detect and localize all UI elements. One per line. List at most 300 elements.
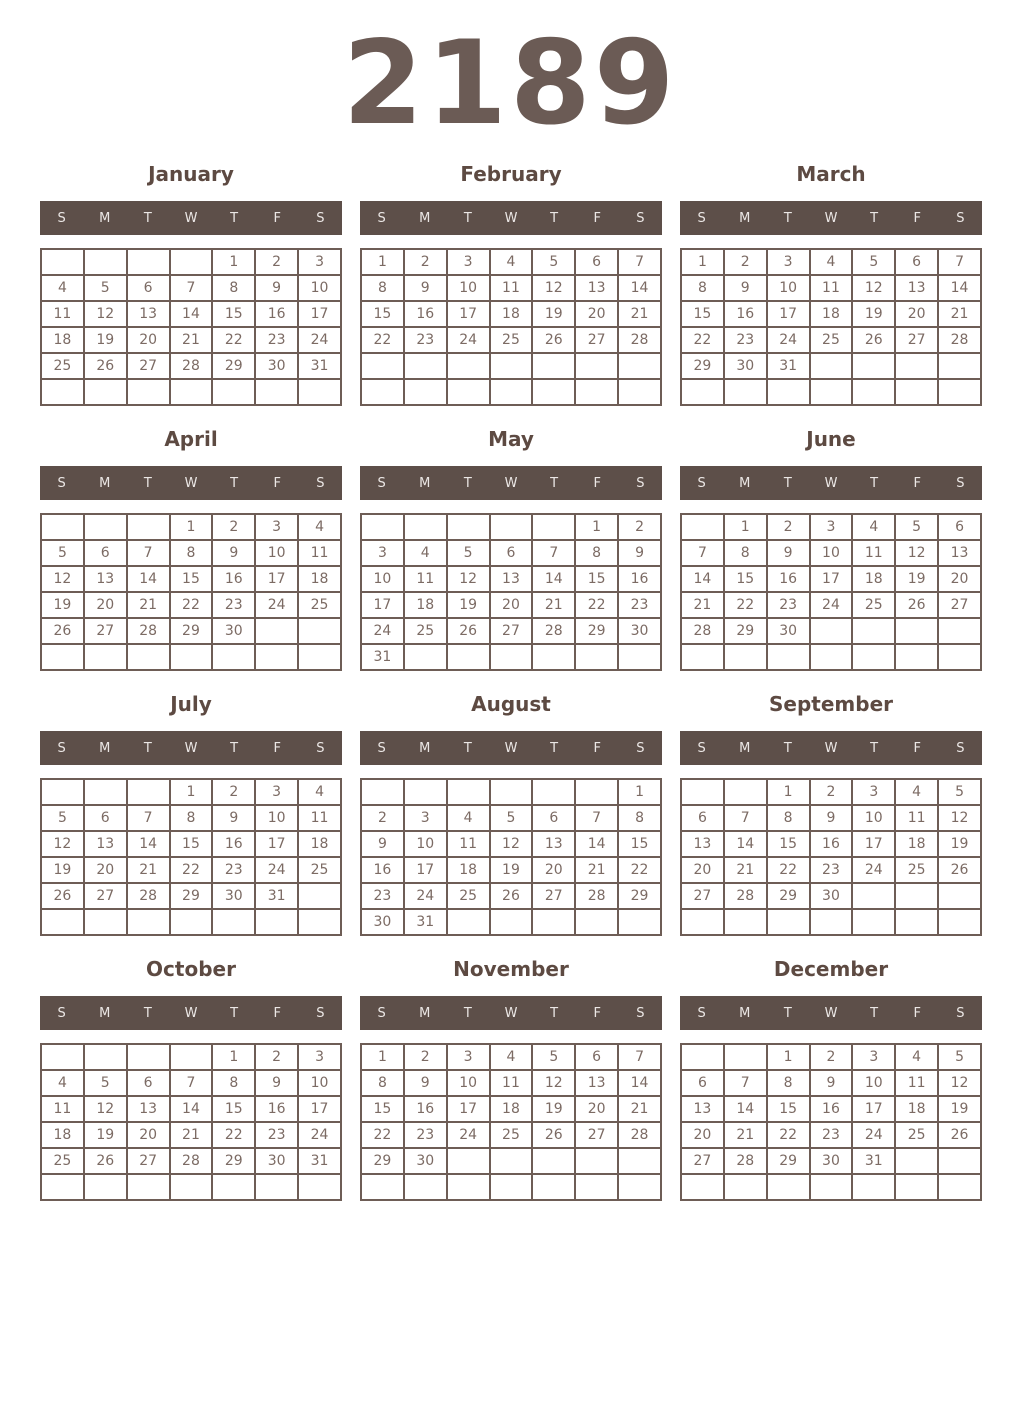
day-cell: 30 (767, 618, 810, 644)
week-row (41, 566, 341, 592)
day-cell: 12 (490, 831, 533, 857)
day-cell: 22 (724, 592, 767, 618)
empty-day-cell (575, 1174, 618, 1200)
empty-day-cell (724, 779, 767, 805)
weekday-label: S (316, 475, 325, 491)
empty-day-cell (724, 1044, 767, 1070)
empty-day-cell (852, 883, 895, 909)
day-cell: 5 (447, 540, 490, 566)
empty-day-cell (490, 1174, 533, 1200)
weekday-label: T (143, 210, 152, 226)
day-cell: 11 (298, 805, 341, 831)
weekday-header-row (680, 731, 982, 765)
week-row (361, 883, 661, 909)
day-cell: 4 (404, 540, 447, 566)
day-cell: 13 (127, 1096, 170, 1122)
day-cell: 12 (41, 566, 84, 592)
day-cell: 20 (127, 1122, 170, 1148)
month-title: July (170, 692, 212, 716)
weekday-label: W (184, 740, 198, 756)
weekday-header-row (40, 466, 342, 500)
month-days-table (680, 1043, 982, 1201)
weekday-label: T (550, 1005, 559, 1021)
day-cell: 5 (938, 779, 981, 805)
day-cell: 5 (490, 805, 533, 831)
day-cell: 7 (170, 1070, 213, 1096)
day-cell: 22 (681, 327, 724, 353)
day-cell: 23 (255, 327, 298, 353)
day-cell: 15 (681, 301, 724, 327)
empty-day-cell (852, 353, 895, 379)
day-cell: 16 (810, 831, 853, 857)
empty-day-cell (298, 618, 341, 644)
month-title: September (769, 692, 893, 716)
month-block (680, 162, 982, 406)
day-cell: 9 (404, 1070, 447, 1096)
day-cell: 30 (810, 883, 853, 909)
day-cell: 10 (852, 805, 895, 831)
empty-day-cell (810, 909, 853, 935)
empty-day-cell (852, 379, 895, 405)
empty-day-cell (84, 249, 127, 275)
weekday-label: W (824, 475, 838, 491)
day-cell: 17 (255, 831, 298, 857)
day-cell: 8 (170, 540, 213, 566)
day-cell: 10 (361, 566, 404, 592)
day-cell: 14 (724, 831, 767, 857)
day-cell: 30 (404, 1148, 447, 1174)
day-cell: 19 (490, 857, 533, 883)
day-cell: 28 (170, 353, 213, 379)
day-cell: 29 (724, 618, 767, 644)
day-cell: 20 (895, 301, 938, 327)
day-cell: 9 (212, 540, 255, 566)
empty-day-cell (938, 883, 981, 909)
empty-day-cell (575, 1148, 618, 1174)
week-row (361, 327, 661, 353)
empty-day-cell (724, 379, 767, 405)
weekday-label: F (273, 740, 282, 756)
day-cell: 17 (298, 1096, 341, 1122)
week-row (361, 353, 661, 379)
empty-day-cell (404, 644, 447, 670)
month-block (680, 427, 982, 671)
day-cell: 16 (255, 301, 298, 327)
empty-day-cell (41, 514, 84, 540)
week-row (41, 1070, 341, 1096)
day-cell: 17 (447, 301, 490, 327)
empty-day-cell (212, 644, 255, 670)
day-cell: 29 (681, 353, 724, 379)
day-cell: 8 (767, 1070, 810, 1096)
day-cell: 1 (361, 249, 404, 275)
day-cell: 18 (490, 301, 533, 327)
weekday-label: S (316, 1005, 325, 1021)
day-cell: 26 (41, 618, 84, 644)
day-cell: 29 (618, 883, 661, 909)
week-row (41, 514, 341, 540)
weekday-label: S (377, 740, 386, 756)
day-cell: 27 (575, 1122, 618, 1148)
empty-day-cell (895, 618, 938, 644)
day-cell: 9 (255, 1070, 298, 1096)
day-cell: 14 (724, 1096, 767, 1122)
day-cell: 20 (681, 1122, 724, 1148)
week-row (361, 540, 661, 566)
month-block (40, 427, 342, 671)
empty-day-cell (724, 909, 767, 935)
day-cell: 13 (575, 275, 618, 301)
day-cell: 12 (938, 1070, 981, 1096)
day-cell: 5 (84, 275, 127, 301)
day-cell: 29 (212, 353, 255, 379)
empty-day-cell (170, 909, 213, 935)
month-days-table (360, 248, 662, 406)
day-cell: 10 (298, 1070, 341, 1096)
day-cell: 28 (127, 883, 170, 909)
day-cell: 25 (852, 592, 895, 618)
weekday-label: F (273, 1005, 282, 1021)
day-cell: 20 (938, 566, 981, 592)
day-cell: 20 (681, 857, 724, 883)
day-cell: 14 (127, 831, 170, 857)
weekday-label: S (636, 210, 645, 226)
day-cell: 22 (361, 327, 404, 353)
weekday-label: S (956, 740, 965, 756)
weekday-header-row (40, 201, 342, 235)
day-cell: 30 (361, 909, 404, 935)
weekday-label: W (504, 475, 518, 491)
day-cell: 25 (404, 618, 447, 644)
day-cell: 21 (532, 592, 575, 618)
day-cell: 14 (170, 301, 213, 327)
week-row (361, 805, 661, 831)
day-cell: 15 (361, 1096, 404, 1122)
weekday-label: T (143, 1005, 152, 1021)
weekday-label: M (419, 1005, 431, 1021)
day-cell: 1 (361, 1044, 404, 1070)
day-cell: 4 (810, 249, 853, 275)
week-row (361, 566, 661, 592)
empty-day-cell (404, 353, 447, 379)
week-row (41, 1044, 341, 1070)
day-cell: 13 (84, 831, 127, 857)
empty-day-cell (127, 644, 170, 670)
day-cell: 12 (84, 1096, 127, 1122)
day-cell: 13 (575, 1070, 618, 1096)
day-cell: 28 (681, 618, 724, 644)
week-row (41, 249, 341, 275)
month-days-table (360, 513, 662, 671)
day-cell: 20 (490, 592, 533, 618)
weekday-label: T (463, 475, 472, 491)
empty-day-cell (41, 909, 84, 935)
day-cell: 6 (490, 540, 533, 566)
empty-day-cell (404, 1174, 447, 1200)
empty-day-cell (618, 353, 661, 379)
weekday-header-row (360, 201, 662, 235)
day-cell: 19 (895, 566, 938, 592)
empty-day-cell (361, 379, 404, 405)
weekday-label: W (824, 740, 838, 756)
day-cell: 15 (767, 1096, 810, 1122)
weekday-header-row (360, 996, 662, 1030)
week-row (41, 857, 341, 883)
month-title: October (146, 957, 236, 981)
empty-day-cell (681, 644, 724, 670)
day-cell: 2 (810, 779, 853, 805)
day-cell: 15 (361, 301, 404, 327)
weekday-label: T (783, 210, 792, 226)
weekday-header-row (680, 466, 982, 500)
day-cell: 17 (404, 857, 447, 883)
empty-day-cell (724, 1174, 767, 1200)
weekday-label: T (550, 475, 559, 491)
empty-day-cell (298, 1174, 341, 1200)
day-cell: 3 (298, 249, 341, 275)
week-row (361, 1044, 661, 1070)
day-cell: 17 (852, 831, 895, 857)
day-cell: 28 (938, 327, 981, 353)
day-cell: 15 (575, 566, 618, 592)
empty-day-cell (938, 353, 981, 379)
empty-day-cell (532, 644, 575, 670)
weekday-label: S (697, 740, 706, 756)
month-block (680, 957, 982, 1201)
day-cell: 13 (532, 831, 575, 857)
day-cell: 11 (895, 805, 938, 831)
day-cell: 15 (170, 566, 213, 592)
empty-day-cell (212, 1174, 255, 1200)
day-cell: 25 (490, 1122, 533, 1148)
day-cell: 24 (361, 618, 404, 644)
month-block (40, 162, 342, 406)
empty-day-cell (170, 379, 213, 405)
empty-day-cell (490, 514, 533, 540)
empty-day-cell (575, 353, 618, 379)
day-cell: 26 (41, 883, 84, 909)
week-row (681, 618, 981, 644)
empty-day-cell (532, 1174, 575, 1200)
weekday-label: T (783, 740, 792, 756)
day-cell: 31 (298, 353, 341, 379)
month-title: January (148, 162, 234, 186)
weekday-label: F (913, 740, 922, 756)
weekday-label: T (230, 210, 239, 226)
day-cell: 25 (895, 857, 938, 883)
day-cell: 24 (298, 1122, 341, 1148)
day-cell: 16 (212, 831, 255, 857)
empty-day-cell (255, 379, 298, 405)
day-cell: 2 (212, 779, 255, 805)
empty-day-cell (532, 1148, 575, 1174)
day-cell: 18 (810, 301, 853, 327)
day-cell: 6 (895, 249, 938, 275)
day-cell: 9 (212, 805, 255, 831)
week-row (681, 909, 981, 935)
day-cell: 19 (41, 592, 84, 618)
empty-day-cell (724, 644, 767, 670)
week-row (681, 379, 981, 405)
day-cell: 2 (361, 805, 404, 831)
day-cell: 23 (255, 1122, 298, 1148)
day-cell: 7 (724, 1070, 767, 1096)
day-cell: 15 (618, 831, 661, 857)
day-cell: 25 (298, 857, 341, 883)
weekday-label: T (230, 1005, 239, 1021)
day-cell: 24 (810, 592, 853, 618)
day-cell: 24 (447, 1122, 490, 1148)
day-cell: 3 (255, 779, 298, 805)
day-cell: 3 (852, 1044, 895, 1070)
day-cell: 7 (575, 805, 618, 831)
week-row (681, 540, 981, 566)
empty-day-cell (852, 644, 895, 670)
day-cell: 12 (532, 275, 575, 301)
day-cell: 6 (127, 275, 170, 301)
weekday-label: S (697, 475, 706, 491)
day-cell: 5 (938, 1044, 981, 1070)
day-cell: 3 (810, 514, 853, 540)
weekday-label: T (463, 210, 472, 226)
day-cell: 17 (767, 301, 810, 327)
empty-day-cell (618, 379, 661, 405)
day-cell: 18 (41, 327, 84, 353)
weekday-label: W (184, 210, 198, 226)
week-row (361, 275, 661, 301)
day-cell: 17 (255, 566, 298, 592)
weekday-label: S (377, 475, 386, 491)
day-cell: 6 (575, 1044, 618, 1070)
day-cell: 26 (532, 1122, 575, 1148)
day-cell: 2 (212, 514, 255, 540)
day-cell: 12 (938, 805, 981, 831)
day-cell: 1 (724, 514, 767, 540)
weekday-header-row (360, 466, 662, 500)
month-title: August (471, 692, 551, 716)
weekday-label: S (316, 740, 325, 756)
empty-day-cell (895, 379, 938, 405)
day-cell: 25 (298, 592, 341, 618)
week-row (681, 1070, 981, 1096)
week-row (361, 514, 661, 540)
weekday-label: W (824, 210, 838, 226)
empty-day-cell (490, 1148, 533, 1174)
day-cell: 21 (938, 301, 981, 327)
empty-day-cell (681, 379, 724, 405)
day-cell: 22 (767, 857, 810, 883)
empty-day-cell (532, 379, 575, 405)
day-cell: 24 (767, 327, 810, 353)
empty-day-cell (810, 644, 853, 670)
day-cell: 2 (255, 1044, 298, 1070)
day-cell: 9 (810, 1070, 853, 1096)
weekday-label: M (739, 1005, 751, 1021)
day-cell: 7 (618, 1044, 661, 1070)
day-cell: 29 (212, 1148, 255, 1174)
day-cell: 25 (447, 883, 490, 909)
empty-day-cell (852, 618, 895, 644)
empty-day-cell (298, 379, 341, 405)
week-row (681, 1096, 981, 1122)
empty-day-cell (490, 909, 533, 935)
empty-day-cell (212, 379, 255, 405)
day-cell: 8 (361, 275, 404, 301)
day-cell: 29 (361, 1148, 404, 1174)
weekday-label: M (99, 740, 111, 756)
day-cell: 14 (681, 566, 724, 592)
day-cell: 13 (490, 566, 533, 592)
empty-day-cell (212, 909, 255, 935)
day-cell: 18 (447, 857, 490, 883)
month-title: June (806, 427, 856, 451)
day-cell: 21 (618, 1096, 661, 1122)
day-cell: 3 (447, 1044, 490, 1070)
day-cell: 2 (810, 1044, 853, 1070)
day-cell: 30 (724, 353, 767, 379)
weekday-label: T (870, 475, 879, 491)
month-days-table (680, 513, 982, 671)
day-cell: 31 (852, 1148, 895, 1174)
empty-day-cell (895, 353, 938, 379)
week-row (41, 1096, 341, 1122)
week-row (41, 644, 341, 670)
day-cell: 24 (404, 883, 447, 909)
week-row (361, 909, 661, 935)
day-cell: 30 (212, 618, 255, 644)
day-cell: 4 (895, 779, 938, 805)
empty-day-cell (127, 1044, 170, 1070)
day-cell: 21 (575, 857, 618, 883)
empty-day-cell (361, 353, 404, 379)
empty-day-cell (127, 779, 170, 805)
day-cell: 18 (298, 566, 341, 592)
day-cell: 13 (84, 566, 127, 592)
day-cell: 31 (767, 353, 810, 379)
month-block (360, 692, 662, 936)
day-cell: 9 (724, 275, 767, 301)
weekday-label: M (419, 210, 431, 226)
day-cell: 3 (361, 540, 404, 566)
day-cell: 13 (681, 1096, 724, 1122)
day-cell: 13 (938, 540, 981, 566)
week-row (41, 327, 341, 353)
day-cell: 30 (618, 618, 661, 644)
day-cell: 18 (41, 1122, 84, 1148)
day-cell: 7 (618, 249, 661, 275)
weekday-label: M (739, 740, 751, 756)
day-cell: 23 (810, 1122, 853, 1148)
weekday-label: M (739, 475, 751, 491)
day-cell: 27 (575, 327, 618, 353)
day-cell: 28 (127, 618, 170, 644)
month-title: November (453, 957, 569, 981)
week-row (361, 379, 661, 405)
day-cell: 9 (767, 540, 810, 566)
day-cell: 15 (170, 831, 213, 857)
week-row (681, 1174, 981, 1200)
empty-day-cell (532, 353, 575, 379)
day-cell: 29 (170, 618, 213, 644)
day-cell: 16 (361, 857, 404, 883)
day-cell: 6 (938, 514, 981, 540)
weekday-label: F (593, 210, 602, 226)
empty-day-cell (84, 644, 127, 670)
day-cell: 25 (490, 327, 533, 353)
day-cell: 22 (575, 592, 618, 618)
weekday-label: S (956, 210, 965, 226)
month-block (360, 162, 662, 406)
